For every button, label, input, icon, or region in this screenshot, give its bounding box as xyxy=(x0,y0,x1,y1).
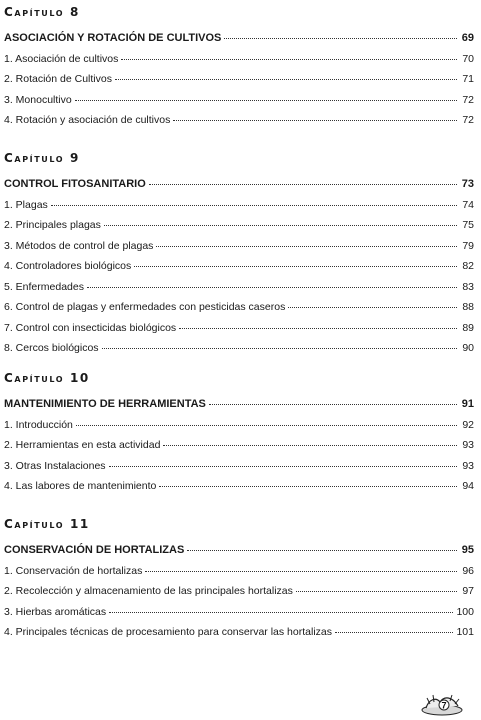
dot-leader xyxy=(173,120,457,121)
page-number: 92 xyxy=(462,418,474,431)
entry-title: 3. Hierbas aromáticas xyxy=(4,605,107,618)
dot-leader xyxy=(109,466,457,467)
toc-entry[interactable] xyxy=(4,281,474,302)
chapter-heading-title: MANTENIMIENTO DE HERRAMIENTAS xyxy=(4,398,206,410)
page-number: 70 xyxy=(462,52,474,65)
page-number: 73 xyxy=(461,178,474,190)
dot-leader xyxy=(51,205,457,206)
entry-title: 3. Otras Instalaciones xyxy=(4,459,106,472)
chapter-section xyxy=(4,4,474,135)
dot-leader xyxy=(156,246,457,247)
entry-title: 2. Recolección y almacenamiento de las principales hortalizas xyxy=(4,585,293,597)
toc-entry[interactable] xyxy=(4,322,474,343)
page-number: 91 xyxy=(461,398,474,410)
dot-leader xyxy=(76,425,457,426)
toc-entry[interactable] xyxy=(4,114,474,135)
page-number: 93 xyxy=(462,459,474,472)
entry-title: 5. Enfermedades xyxy=(4,280,84,293)
entry-title: 2. Rotación de Cultivos xyxy=(4,73,112,85)
page-number: 82 xyxy=(462,260,474,272)
dot-leader xyxy=(109,612,453,613)
dot-leader xyxy=(121,59,457,60)
entry-title: 1. Conservación de hortalizas xyxy=(4,564,143,577)
dot-leader xyxy=(104,225,457,226)
toc-entry[interactable] xyxy=(4,585,474,606)
chapter-label: Capítulo 9 xyxy=(4,151,80,165)
chapter-section xyxy=(4,516,474,647)
toc-entry[interactable] xyxy=(4,219,474,240)
entry-title: 4. Controladores biológicos xyxy=(4,260,132,272)
entry-title: 3. Monocultivo xyxy=(4,93,72,106)
dot-leader xyxy=(149,184,457,185)
chapter-heading-row[interactable] xyxy=(4,398,474,419)
page-number: 96 xyxy=(462,564,474,577)
dot-leader xyxy=(296,591,457,592)
chapter-label: Capítulo 8 xyxy=(4,5,80,19)
page-number: 72 xyxy=(462,114,474,126)
dot-leader xyxy=(163,445,457,446)
page-footer-number: 7 xyxy=(441,700,447,711)
page-number: 69 xyxy=(461,32,474,44)
toc-entry[interactable] xyxy=(4,606,474,627)
dot-leader xyxy=(134,266,457,267)
toc-entry[interactable] xyxy=(4,419,474,440)
dot-leader xyxy=(288,307,457,308)
page-number: 75 xyxy=(462,219,474,231)
toc-entry[interactable] xyxy=(4,260,474,281)
page-number: 93 xyxy=(462,439,474,451)
dot-leader xyxy=(159,486,457,487)
page-number: 71 xyxy=(462,73,474,85)
page-number: 95 xyxy=(461,544,474,556)
page-number: 94 xyxy=(462,480,474,492)
entry-title: 4. Principales técnicas de procesamiento para conservar las hortalizas xyxy=(4,626,332,638)
dot-leader xyxy=(115,79,457,80)
toc-entry[interactable] xyxy=(4,439,474,460)
chapter-heading-row[interactable] xyxy=(4,544,474,565)
entry-title: 8. Cercos biológicos xyxy=(4,342,99,354)
entry-title: 4. Las labores de mantenimiento xyxy=(4,480,157,492)
dot-leader xyxy=(102,348,457,349)
entry-title: 4. Rotación y asociación de cultivos xyxy=(4,114,171,126)
page-number: 100 xyxy=(456,605,474,618)
page-number: 88 xyxy=(462,301,474,313)
chapter-heading-title: ASOCIACIÓN Y ROTACIÓN DE CULTIVOS xyxy=(4,32,222,44)
toc-entry[interactable] xyxy=(4,626,474,647)
entry-title: 2. Principales plagas xyxy=(4,219,101,231)
page-number: 90 xyxy=(462,342,474,354)
dot-leader xyxy=(224,38,457,39)
entry-title: 1. Asociación de cultivos xyxy=(4,52,119,65)
toc-entry[interactable] xyxy=(4,73,474,94)
toc-entry[interactable] xyxy=(4,240,474,261)
toc-entry[interactable] xyxy=(4,199,474,220)
toc-entry[interactable] xyxy=(4,301,474,322)
toc-entry[interactable] xyxy=(4,480,474,501)
page-number: 83 xyxy=(462,280,474,293)
page-number: 89 xyxy=(462,321,474,334)
toc-entry[interactable] xyxy=(4,53,474,74)
dot-leader xyxy=(187,550,457,551)
entry-title: 1. Introducción xyxy=(4,418,73,431)
toc-entry[interactable] xyxy=(4,94,474,115)
chapter-heading-row[interactable] xyxy=(4,178,474,199)
entry-title: 3. Métodos de control de plagas xyxy=(4,239,154,252)
dot-leader xyxy=(145,571,457,572)
toc-entry[interactable] xyxy=(4,565,474,586)
toc-entry[interactable] xyxy=(4,342,474,363)
chapter-heading-title: CONTROL FITOSANITARIO xyxy=(4,178,146,190)
chapter-heading-row[interactable] xyxy=(4,32,474,53)
entry-title: 6. Control de plagas y enfermedades con pesticidas caseros xyxy=(4,301,286,313)
page-number: 79 xyxy=(462,239,474,252)
chapter-section xyxy=(4,150,474,363)
chapter-heading-title: CONSERVACIÓN DE HORTALIZAS xyxy=(4,544,185,556)
dot-leader xyxy=(335,632,453,633)
chapter-label: Capítulo 11 xyxy=(4,517,90,531)
page-number: 74 xyxy=(462,198,474,211)
entry-title: 2. Herramientas en esta actividad xyxy=(4,439,161,451)
chapter-section xyxy=(4,370,474,501)
dot-leader xyxy=(209,404,457,405)
entry-title: 1. Plagas xyxy=(4,198,48,211)
dot-leader xyxy=(179,328,457,329)
entry-title: 7. Control con insecticidas biológicos xyxy=(4,321,177,334)
dot-leader xyxy=(87,287,457,288)
toc-entry[interactable] xyxy=(4,460,474,481)
vegetable-illustration-icon xyxy=(420,690,464,716)
page-number: 97 xyxy=(462,585,474,597)
chapter-label: Capítulo 10 xyxy=(4,371,90,385)
page-number: 72 xyxy=(462,93,474,106)
dot-leader xyxy=(75,100,457,101)
page-number: 101 xyxy=(456,626,474,638)
